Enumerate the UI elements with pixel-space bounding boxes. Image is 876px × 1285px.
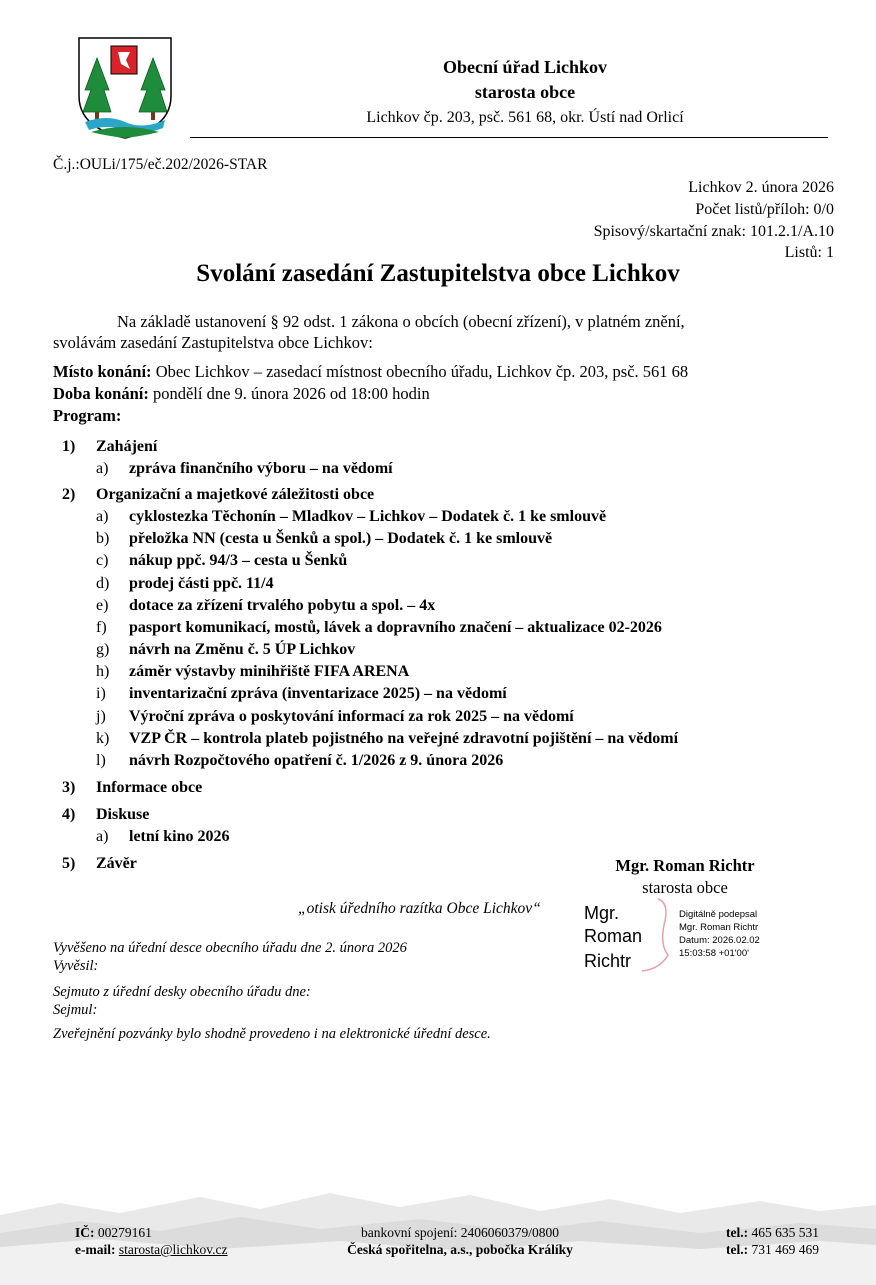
time-label: Doba konání: <box>53 384 149 403</box>
sub-item-letter: k) <box>96 730 110 747</box>
program-item-title: Závěr <box>96 855 137 872</box>
sub-item-text: letní kino 2026 <box>129 828 230 845</box>
email-link[interactable]: starosta@lichkov.cz <box>118 1242 228 1257</box>
office-address: Lichkov čp. 203, psč. 561 68, okr. Ústí nad Orlicí <box>366 109 684 126</box>
stamp-note: „otisk úředního razítka Obce Lichkov“ <box>298 900 541 917</box>
document-title: Svolání zasedání Zastupitelstva obce Lichkov <box>196 260 680 287</box>
posted-by: Vyvěsil: <box>53 958 99 974</box>
sub-item-text: dotace za zřízení trvalého pobytu a spol. – 4x <box>129 597 436 614</box>
time-value: pondělí dne 9. února 2026 od 18:00 hodin <box>152 384 430 403</box>
sub-item-letter: a) <box>96 828 109 845</box>
footer-ic <box>75 1224 152 1242</box>
sub-item-text: návrh Rozpočtového opatření č. 1/2026 z 9. února 2026 <box>129 752 504 769</box>
program-item-number: 2) <box>62 486 76 503</box>
removed-by: Sejmul: <box>53 1002 98 1018</box>
intro-line-2: svolávám zasedání Zastupitelstva obce Lichkov: <box>53 333 373 352</box>
tel-label: tel.: <box>726 1225 749 1240</box>
sub-item-text: návrh na Změnu č. 5 ÚP Lichkov <box>129 641 356 658</box>
signatory-name: Mgr. Roman Richtr <box>615 856 755 875</box>
sub-item-letter: i) <box>96 685 106 702</box>
ic-value: 00279161 <box>97 1225 152 1240</box>
footer-tel-2 <box>726 1241 819 1259</box>
sub-item-text: prodej části ppč. 11/4 <box>129 575 274 592</box>
program-label: Program: <box>53 406 122 425</box>
document-date: Lichkov 2. února 2026 <box>688 179 834 196</box>
sub-item-letter: c) <box>96 552 109 569</box>
sub-item-letter: g) <box>96 641 110 658</box>
sub-item-text: Výroční zpráva o poskytování informací za rok 2025 – na vědomí <box>129 708 574 725</box>
footer-email <box>75 1241 228 1259</box>
sub-item-letter: d) <box>96 575 110 592</box>
sub-item-text: inventarizační zpráva (inventarizace 2025) – na vědomí <box>129 685 507 702</box>
electronic-note: Zveřejnění pozvánky bylo shodně provedeno i na elektronické úřední desce. <box>53 1026 491 1042</box>
sub-item-text: pasport komunikací, mostů, lávek a dopravního značení – aktualizace 02-2026 <box>129 619 662 636</box>
signatory-role: starosta obce <box>642 878 728 897</box>
program-item-number: 3) <box>62 779 76 796</box>
footer-tel-1 <box>726 1224 819 1242</box>
sub-item-letter: b) <box>96 530 110 547</box>
meeting-place <box>53 361 688 382</box>
sub-item-letter: e) <box>96 597 109 614</box>
office-name: Obecní úřad Lichkov <box>442 57 608 77</box>
sub-item-letter: a) <box>96 460 109 477</box>
program-item-number: 5) <box>62 855 76 872</box>
sub-item-letter: j) <box>96 708 106 725</box>
digital-signature-name: Mgr. <box>584 903 620 923</box>
sub-item-text: VZP ČR – kontrola plateb pojistného na veřejné zdravotní pojištění – na vědomí <box>129 730 679 747</box>
bank-label: bankovní spojení: <box>360 1225 458 1240</box>
program-item-title: Informace obce <box>96 779 203 796</box>
program-item-title: Zahájení <box>96 438 158 455</box>
removed-note: Sejmuto z úřední desky obecního úřadu dne: <box>53 984 311 1000</box>
signature-stroke-icon <box>630 895 680 975</box>
sub-item-letter: l) <box>96 752 106 769</box>
program-item-title: Organizační a majetkové záležitosti obce <box>96 486 375 503</box>
municipal-crest-icon <box>77 36 173 140</box>
sub-item-text: záměr výstavby minihřiště FIFA ARENA <box>129 663 410 680</box>
program-item-number: 1) <box>62 438 76 455</box>
file-code: Spisový/skartační znak: 101.2.1/A.10 <box>593 223 834 240</box>
digital-signature-name: Roman <box>584 926 643 946</box>
pages-attachments: Počet listů/příloh: 0/0 <box>695 201 834 218</box>
place-label: Místo konání: <box>53 362 152 381</box>
digital-signature-info: Digitálně podepsal <box>679 909 758 920</box>
tel-label: tel.: <box>726 1242 749 1257</box>
office-role: starosta obce <box>474 82 576 102</box>
place-value: Obec Lichkov – zasedací místnost obecního úřadu, Lichkov čp. 203, psč. 561 68 <box>155 362 689 381</box>
reference-number: Č.j.:OULi/175/eč.202/2026-STAR <box>53 156 268 173</box>
bank-name: Česká spořitelna, a.s., pobočka Králíky <box>347 1242 573 1257</box>
footer-bank <box>300 1224 620 1242</box>
header-divider <box>190 137 828 138</box>
sub-item-letter: h) <box>96 663 110 680</box>
program-item-number: 4) <box>62 806 76 823</box>
tel-value: 731 469 469 <box>751 1242 819 1257</box>
sub-item-text: přeložka NN (cesta u Šenků a spol.) – Dodatek č. 1 ke smlouvě <box>129 530 553 547</box>
posted-note: Vyvěšeno na úřední desce obecního úřadu dne 2. února 2026 <box>53 940 407 956</box>
bank-account: 2406060379/0800 <box>460 1225 559 1240</box>
tel-value: 465 635 531 <box>751 1225 819 1240</box>
digital-signature-info: 15:03:58 +01'00' <box>679 948 749 959</box>
sub-item-text: nákup ppč. 94/3 – cesta u Šenků <box>129 552 348 569</box>
sub-item-letter: f) <box>96 619 107 636</box>
intro-line-1: Na základě ustanovení § 92 odst. 1 zákona o obcích (obecní zřízení), v platném znění, <box>117 312 685 331</box>
digital-signature-info: Datum: 2026.02.02 <box>679 935 760 946</box>
email-label: e-mail: <box>75 1242 116 1257</box>
sheet-count: Listů: 1 <box>784 244 834 261</box>
digital-signature-info: Mgr. Roman Richtr <box>679 922 759 933</box>
meeting-time <box>53 383 430 404</box>
sub-item-text: zpráva finančního výboru – na vědomí <box>129 460 393 477</box>
program-item-title: Diskuse <box>96 806 150 823</box>
sub-item-text: cyklostezka Těchonín – Mladkov – Lichkov – Dodatek č. 1 ke smlouvě <box>129 508 607 525</box>
ic-label: IČ: <box>75 1225 95 1240</box>
sub-item-letter: a) <box>96 508 109 525</box>
digital-signature-name: Richtr <box>584 951 632 971</box>
